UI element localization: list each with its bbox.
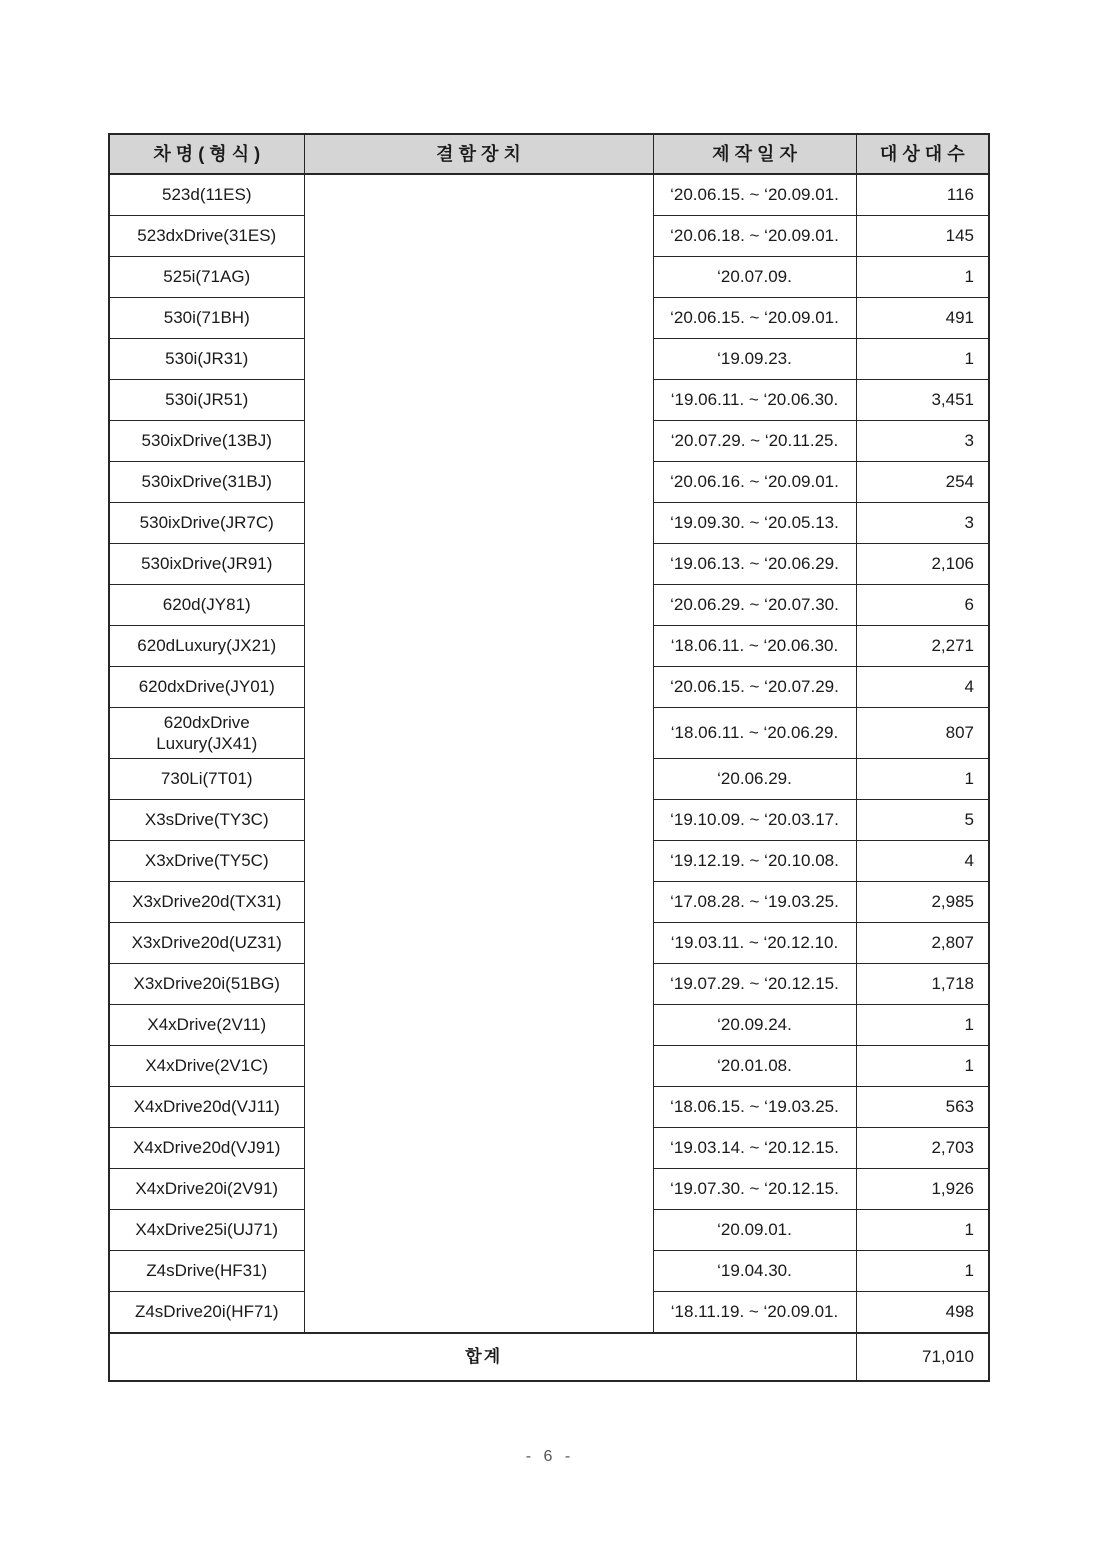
unit-count-cell: 1 (856, 1210, 989, 1251)
model-cell: 620d(JY81) (109, 584, 304, 625)
production-date-cell: ‘20.06.29. ~ ‘20.07.30. (653, 584, 856, 625)
unit-count-cell: 1 (856, 1251, 989, 1292)
model-cell: 523dxDrive(31ES) (109, 215, 304, 256)
unit-count-cell: 2,985 (856, 882, 989, 923)
model-cell: 530ixDrive(31BJ) (109, 461, 304, 502)
unit-count-cell: 3,451 (856, 379, 989, 420)
total-label: 합계 (109, 1333, 856, 1381)
production-date-cell: ‘19.03.11. ~ ‘20.12.10. (653, 923, 856, 964)
model-cell: X3xDrive20d(UZ31) (109, 923, 304, 964)
model-cell: 530i(71BH) (109, 297, 304, 338)
column-header-defect-device: 결함장치 (304, 134, 653, 174)
unit-count-cell: 254 (856, 461, 989, 502)
unit-count-cell: 1 (856, 338, 989, 379)
model-cell: 620dxDrive Luxury(JX41) (109, 707, 304, 759)
total-row (109, 1333, 989, 1381)
production-date-cell: ‘18.06.11. ~ ‘20.06.30. (653, 625, 856, 666)
model-cell: X3xDrive20d(TX31) (109, 882, 304, 923)
production-date-cell: ‘19.04.30. (653, 1251, 856, 1292)
production-date-cell: ‘19.07.30. ~ ‘20.12.15. (653, 1169, 856, 1210)
model-cell: 620dxDrive(JY01) (109, 666, 304, 707)
production-date-cell: ‘20.07.09. (653, 256, 856, 297)
total-value: 71,010 (856, 1333, 989, 1381)
production-date-cell: ‘19.09.23. (653, 338, 856, 379)
model-cell: 530ixDrive(JR7C) (109, 502, 304, 543)
model-cell: Z4sDrive(HF31) (109, 1251, 304, 1292)
model-cell: 620dLuxury(JX21) (109, 625, 304, 666)
unit-count-cell: 2,703 (856, 1128, 989, 1169)
model-cell: 525i(71AG) (109, 256, 304, 297)
table-row (109, 174, 989, 215)
model-cell: X3sDrive(TY3C) (109, 800, 304, 841)
production-date-cell: ‘20.01.08. (653, 1046, 856, 1087)
production-date-cell: ‘19.10.09. ~ ‘20.03.17. (653, 800, 856, 841)
page-number: - 6 - (525, 1448, 575, 1465)
defect-device-cell (304, 174, 653, 1333)
production-date-cell: ‘19.09.30. ~ ‘20.05.13. (653, 502, 856, 543)
unit-count-cell: 4 (856, 666, 989, 707)
production-date-cell: ‘20.06.15. ~ ‘20.09.01. (653, 174, 856, 215)
unit-count-cell: 2,271 (856, 625, 989, 666)
production-date-cell: ‘20.09.01. (653, 1210, 856, 1251)
unit-count-cell: 498 (856, 1292, 989, 1333)
production-date-cell: ‘20.06.29. (653, 759, 856, 800)
unit-count-cell: 2,106 (856, 543, 989, 584)
production-date-cell: ‘20.06.18. ~ ‘20.09.01. (653, 215, 856, 256)
production-date-cell: ‘20.06.15. ~ ‘20.09.01. (653, 297, 856, 338)
unit-count-cell: 491 (856, 297, 989, 338)
model-cell: 530ixDrive(JR91) (109, 543, 304, 584)
unit-count-cell: 563 (856, 1087, 989, 1128)
unit-count-cell: 4 (856, 841, 989, 882)
unit-count-cell: 3 (856, 502, 989, 543)
model-cell: Z4sDrive20i(HF71) (109, 1292, 304, 1333)
production-date-cell: ‘19.12.19. ~ ‘20.10.08. (653, 841, 856, 882)
production-date-cell: ‘18.06.15. ~ ‘19.03.25. (653, 1087, 856, 1128)
unit-count-cell: 116 (856, 174, 989, 215)
production-date-cell: ‘19.06.11. ~ ‘20.06.30. (653, 379, 856, 420)
unit-count-cell: 1 (856, 1005, 989, 1046)
unit-count-cell: 6 (856, 584, 989, 625)
production-date-cell: ‘19.07.29. ~ ‘20.12.15. (653, 964, 856, 1005)
unit-count-cell: 1,926 (856, 1169, 989, 1210)
model-cell: 523d(11ES) (109, 174, 304, 215)
production-date-cell: ‘19.06.13. ~ ‘20.06.29. (653, 543, 856, 584)
model-cell: 530i(JR51) (109, 379, 304, 420)
unit-count-cell: 1 (856, 759, 989, 800)
unit-count-cell: 1,718 (856, 964, 989, 1005)
model-cell: X3xDrive(TY5C) (109, 841, 304, 882)
unit-count-cell: 3 (856, 420, 989, 461)
production-date-cell: ‘18.06.11. ~ ‘20.06.29. (653, 707, 856, 759)
unit-count-cell: 2,807 (856, 923, 989, 964)
model-cell: X3xDrive20i(51BG) (109, 964, 304, 1005)
column-header-production-date: 제작일자 (653, 134, 856, 174)
model-cell: X4xDrive(2V11) (109, 1005, 304, 1046)
unit-count-cell: 807 (856, 707, 989, 759)
table-header-row (109, 134, 989, 174)
model-cell: 530ixDrive(13BJ) (109, 420, 304, 461)
production-date-cell: ‘20.07.29. ~ ‘20.11.25. (653, 420, 856, 461)
recall-table-container (108, 133, 988, 1382)
production-date-cell: ‘20.06.15. ~ ‘20.07.29. (653, 666, 856, 707)
model-cell: X4xDrive(2V1C) (109, 1046, 304, 1087)
production-date-cell: ‘19.03.14. ~ ‘20.12.15. (653, 1128, 856, 1169)
unit-count-cell: 5 (856, 800, 989, 841)
model-cell: X4xDrive20d(VJ91) (109, 1128, 304, 1169)
unit-count-cell: 145 (856, 215, 989, 256)
model-cell: X4xDrive25i(UJ71) (109, 1210, 304, 1251)
model-cell: X4xDrive20d(VJ11) (109, 1087, 304, 1128)
production-date-cell: ‘20.06.16. ~ ‘20.09.01. (653, 461, 856, 502)
column-header-unit-count: 대상대수 (856, 134, 989, 174)
model-cell: 730Li(7T01) (109, 759, 304, 800)
production-date-cell: ‘17.08.28. ~ ‘19.03.25. (653, 882, 856, 923)
recall-table (108, 133, 990, 1382)
model-cell: 530i(JR31) (109, 338, 304, 379)
column-header-model: 차명(형식) (109, 134, 304, 174)
unit-count-cell: 1 (856, 1046, 989, 1087)
production-date-cell: ‘20.09.24. (653, 1005, 856, 1046)
unit-count-cell: 1 (856, 256, 989, 297)
production-date-cell: ‘18.11.19. ~ ‘20.09.01. (653, 1292, 856, 1333)
model-cell: X4xDrive20i(2V91) (109, 1169, 304, 1210)
